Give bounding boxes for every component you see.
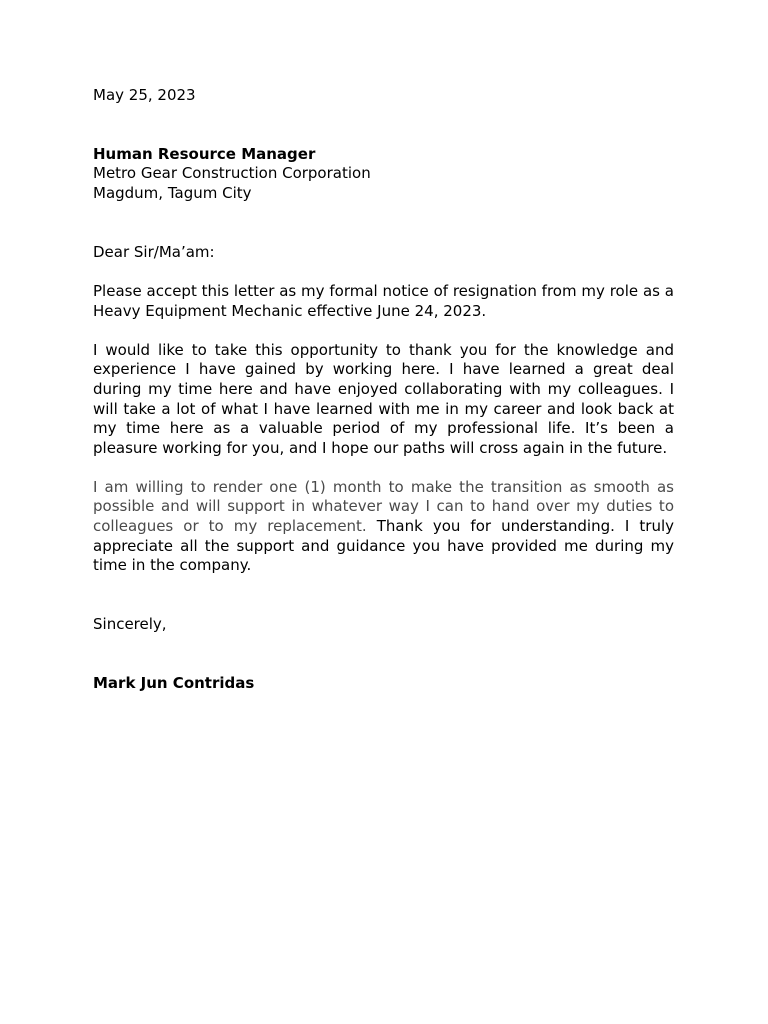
appreciation-text: Thank you for understanding. I truly appreciate all the support and guidance you have provided me during my time in the company. [93,517,674,575]
spacer [93,635,674,674]
recipient-address: Magdum, Tagum City [93,183,252,202]
spacer [93,204,674,243]
paragraph-resignation-notice: Please accept this letter as my formal notice of resignation from my role as a Heavy Equipment Mechanic effective June 24, 2023. [93,281,674,320]
closing: Sincerely, [93,615,167,634]
paragraph-transition [93,478,674,576]
transition-offer-text: I am willing to render one (1) month to make the transition as smooth as possible and will support in whatever way I can to hand over my duties to colleagues or to my replacement. [93,477,674,536]
spacer [93,106,674,145]
recipient-title: Human Resource Manager [93,144,316,163]
spacer [93,321,674,341]
letter-page [93,86,674,693]
paragraph-gratitude: I would like to take this opportunity to thank you for the knowledge and experience I have gained by working here. I have learned a great deal during my time here and have enjoyed collaborating with my colleagues. I will take a lot of what I have learned with me in my career and look back at my time here as a valuable period of my professional life. It’s been a pleasure working for you, and I hope our paths will cross again in the future. [93,340,674,457]
spacer [93,576,674,615]
recipient-company: Metro Gear Construction Corporation [93,164,371,183]
salutation: Dear Sir/Ma’am: [93,242,215,261]
letter-date: May 25, 2023 [93,86,196,104]
spacer [93,262,674,282]
signature-name: Mark Jun Contridas [93,673,255,692]
spacer [93,458,674,478]
